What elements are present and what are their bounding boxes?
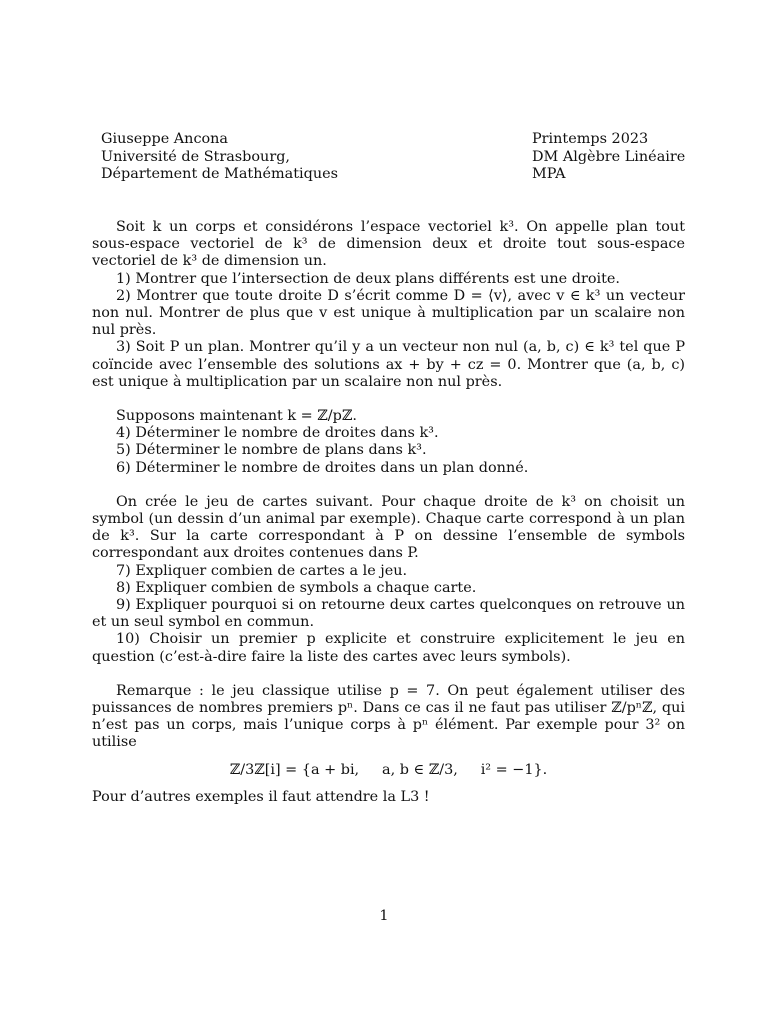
question-10: 10) Choisir un premier p explicite et construire explicitement le jeu en question (c’est-à-dire faire la liste des cartes avec leurs symbols). xyxy=(92,631,685,665)
author-block xyxy=(101,131,338,184)
question-2: 2) Montrer que toute droite D s’écrit comme D = ⟨v⟩, avec v ∈ k³ un vecteur non nul. Montrer de plus que v est unique à multiplication par un scalaire non nul près. xyxy=(92,287,685,339)
question-4: 4) Déterminer le nombre de droites dans k³. xyxy=(116,425,439,442)
question-3: 3) Soit P un plan. Montrer qu’il y a un vecteur non nul (a, b, c) ∈ k³ tel que P coïncide avec l’ensemble des solutions ax + by + cz = 0. Montrer que (a, b, c) est unique à multiplication par un scalaire non nul près. xyxy=(92,339,685,390)
page-number: 1 xyxy=(379,908,389,924)
author-name: Giuseppe Ancona xyxy=(101,131,229,147)
document-body xyxy=(92,219,685,806)
course-block xyxy=(532,131,685,184)
course-title: DM Algèbre Linéaire xyxy=(532,148,686,165)
card-game-paragraph: On crée le jeu de cartes suivant. Pour chaque droite de k³ on choisit un symbol (un dessin d’un animal par exemple). Chaque carte correspond à un plan de k³. Sur la carte correspondant à P on dessine l’ensemble de symbols correspondant aux droites contenues dans P. xyxy=(92,493,685,562)
program: MPA xyxy=(532,166,566,182)
department: Département de Mathématiques xyxy=(101,166,338,182)
question-8: 8) Expliquer combien de symbols a chaque carte. xyxy=(116,579,477,596)
remark-paragraph: Remarque : le jeu classique utilise p = 7. On peut également utiliser des puissances de nombres premiers pⁿ. Dans ce cas il ne faut pas utiliser ℤ/pⁿℤ, qui n’est pas un corps, mais l’unique corps à pⁿ élément. Par exemple pour 3² on utilise xyxy=(92,682,685,751)
semester: Printemps 2023 xyxy=(532,131,649,147)
intro-paragraph: Soit k un corps et considérons l’espace vectoriel k³. On appelle plan tout sous-espace vectoriel de k³ de dimension deux et droite tout sous-espace vectoriel de k³ de dimension un. xyxy=(92,219,685,270)
question-9: 9) Expliquer pourquoi si on retourne deux cartes quelconques on retrouve un et un seul symbol en commun. xyxy=(92,597,685,631)
suppose-line: Supposons maintenant k = ℤ/pℤ. xyxy=(116,408,357,425)
display-formula: ℤ/3ℤ[i] = {a + bi, a, b ∈ ℤ/3, i² = −1}. xyxy=(229,761,548,778)
question-6: 6) Déterminer le nombre de droites dans un plan donné. xyxy=(116,459,529,476)
university: Université de Strasbourg, xyxy=(101,148,290,165)
closing-line: Pour d’autres exemples il faut attendre la L3 ! xyxy=(92,788,430,805)
question-1: 1) Montrer que l’intersection de deux plans différents est une droite. xyxy=(116,270,620,287)
question-7: 7) Expliquer combien de cartes a le jeu. xyxy=(116,562,408,579)
question-5: 5) Déterminer le nombre de plans dans k³. xyxy=(116,442,427,459)
